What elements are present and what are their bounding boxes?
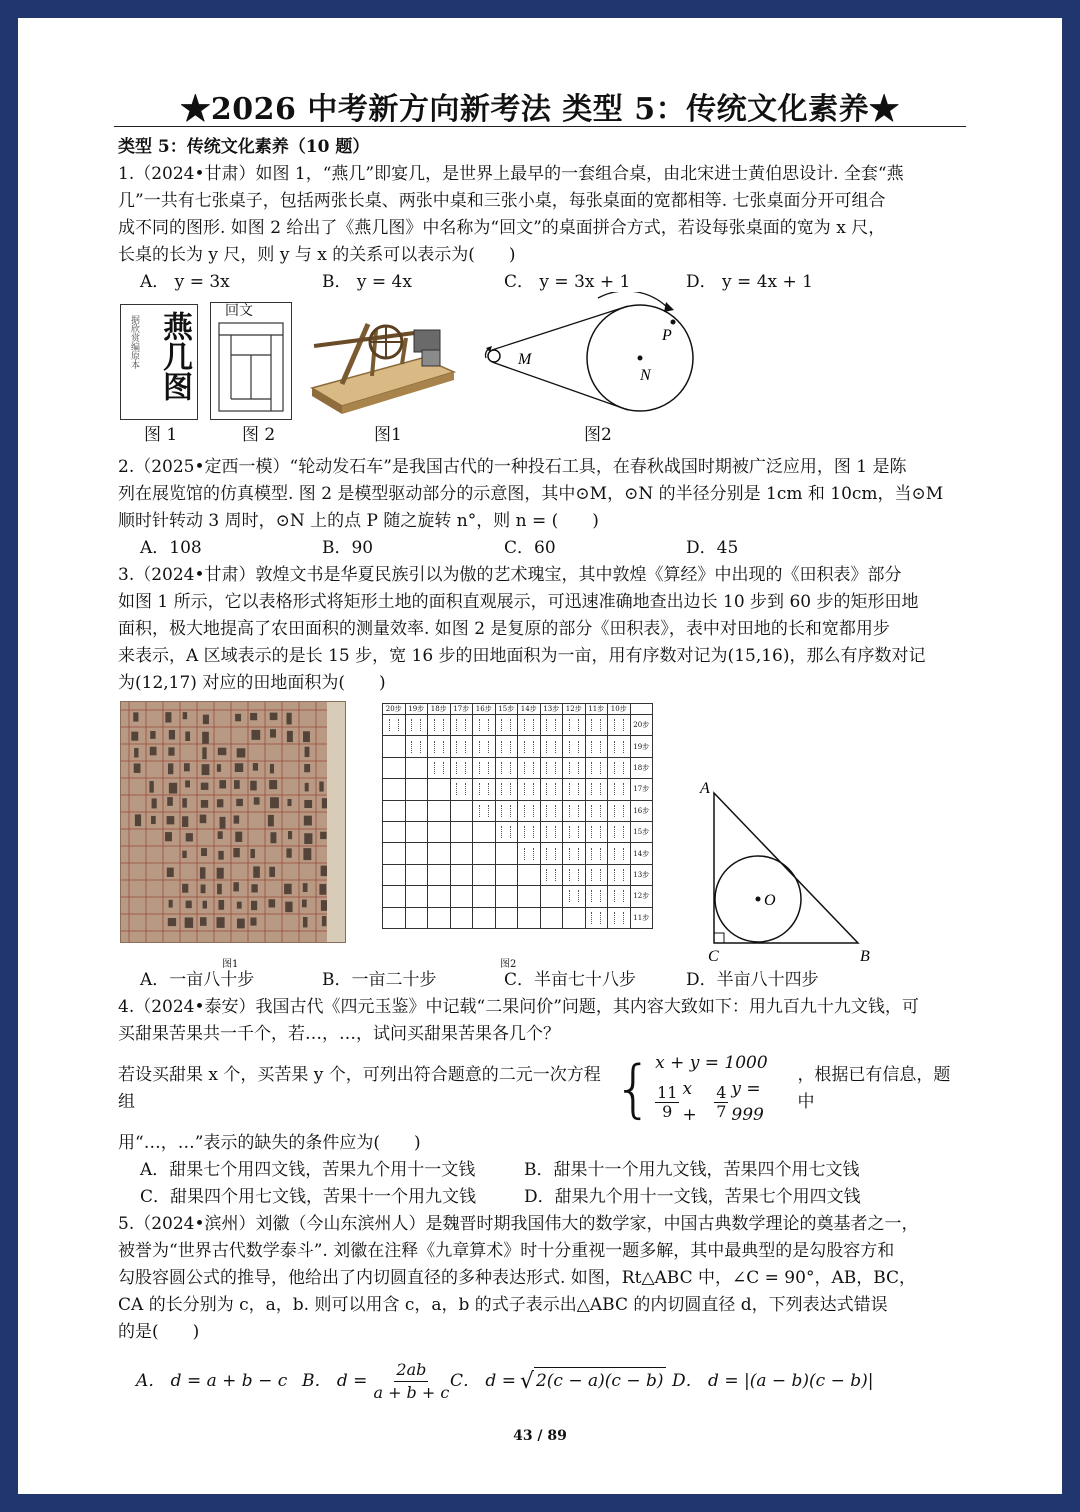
q5-line-1: 5.（2024•滨州）刘徽（今山东滨州人）是魏晋时期我国伟大的数学家，中国古典数学理论的奠基者之一，	[118, 1214, 919, 1234]
table-row	[383, 736, 653, 757]
table-cell	[608, 843, 631, 864]
q4-options	[118, 1157, 966, 1211]
table-row-header: 20步	[630, 715, 653, 736]
table-cell	[383, 736, 406, 757]
table-cell	[518, 843, 541, 864]
table-cell	[608, 821, 631, 842]
content	[118, 134, 966, 1412]
table-cell	[495, 843, 518, 864]
q5-options	[118, 1350, 966, 1412]
table-cell	[473, 800, 496, 821]
table-cell	[608, 886, 631, 907]
q3-option-a[interactable]: A．一亩八十步	[140, 970, 255, 990]
label-O: O	[764, 892, 776, 909]
table-cell	[473, 864, 496, 885]
table-cell	[405, 886, 428, 907]
table-cell	[585, 800, 608, 821]
table-cell	[473, 736, 496, 757]
table-cell	[540, 736, 563, 757]
table-row-header: 17步	[630, 779, 653, 800]
table-row-header: 15步	[630, 821, 653, 842]
table-cell	[585, 779, 608, 800]
table-cell	[608, 736, 631, 757]
table-cell	[450, 757, 473, 778]
table-cell	[405, 757, 428, 778]
q3-fig1-caption: 图1	[222, 959, 239, 970]
table-col-header: 12步	[563, 704, 586, 715]
q5-line-3: 勾股容圆公式的推导，他给出了内切圆直径的多种表达形式. 如图，Rt△ABC 中，∠C = 90°，AB，BC，	[118, 1268, 917, 1288]
table-cell	[608, 800, 631, 821]
q2-option-b[interactable]: B．90	[322, 538, 374, 558]
q1-line-4: 长桌的长为 y 尺，则 y 与 x 的关系可以表示为( )	[118, 245, 516, 265]
q4-line-3a: 若设买甜果 x 个，买苦果 y 个，可列出符合题意的二元一次方程组	[118, 1065, 601, 1112]
table-row-header: 12步	[630, 886, 653, 907]
table-cell	[405, 821, 428, 842]
table-cell	[405, 715, 428, 736]
table-cell	[518, 864, 541, 885]
pulley-diagram	[478, 292, 698, 424]
table-cell	[585, 736, 608, 757]
q3-option-d[interactable]: D．半亩八十四步	[686, 970, 819, 990]
table-cell	[563, 736, 586, 757]
table-cell	[428, 843, 451, 864]
table-cell	[450, 843, 473, 864]
huiwen-diagram	[211, 303, 291, 419]
table-cell	[473, 757, 496, 778]
table-row	[383, 886, 653, 907]
table-cell	[540, 843, 563, 864]
table-cell	[563, 843, 586, 864]
table-cell	[405, 864, 428, 885]
table-cell	[450, 886, 473, 907]
book-title-text: 燕几图	[157, 311, 192, 401]
triangle-incircle-diagram	[692, 775, 892, 965]
table-cell	[563, 886, 586, 907]
table-cell	[540, 907, 563, 928]
table-cell	[518, 907, 541, 928]
table-cell	[428, 736, 451, 757]
q4-option-d[interactable]: D．甜果九个用十一文钱，苦果七个用四文钱	[524, 1187, 861, 1207]
table-cell	[540, 779, 563, 800]
huiwen-figure	[210, 302, 292, 420]
table-cell	[428, 715, 451, 736]
table-cell	[383, 800, 406, 821]
page-number: 43 / 89	[513, 1428, 567, 1444]
q2-line-2: 列在展览馆的仿真模型. 图 2 是模型驱动部分的示意图，其中⊙M，⊙N 的半径分别是 1cm 和 10cm，当⊙M	[118, 484, 944, 504]
label-N: N	[640, 367, 651, 384]
field-area-table	[382, 703, 653, 929]
label-P: P	[662, 327, 672, 344]
q5-option-b[interactable]	[302, 1359, 450, 1404]
table-cell	[383, 864, 406, 885]
table-col-header: 11步	[585, 704, 608, 715]
q4-option-c[interactable]: C．甜果四个用七文钱，苦果十一个用九文钱	[140, 1187, 477, 1207]
huiwen-label: 回文	[225, 303, 253, 319]
catapult-model-image	[302, 302, 462, 420]
section-title: 类型 5：传统文化素养（10 题）	[118, 137, 370, 157]
table-cell	[383, 907, 406, 928]
table-cell	[428, 821, 451, 842]
equation-1: x + y = 1000	[655, 1053, 768, 1073]
table-cell	[518, 736, 541, 757]
table-col-header: 16步	[473, 704, 496, 715]
table-cell	[473, 843, 496, 864]
q2-option-c[interactable]: C．60	[504, 538, 556, 558]
table-cell	[563, 864, 586, 885]
table-cell	[428, 800, 451, 821]
q2-option-a[interactable]: A．108	[140, 538, 202, 558]
figure-row-1	[118, 296, 966, 454]
q5-option-c-prefix: C． d =	[450, 1370, 516, 1391]
table-col-header: 20步	[383, 704, 406, 715]
table-cell	[540, 821, 563, 842]
eq2-frac1-den: 9	[662, 1101, 673, 1121]
q1-line-1: 1.（2024•甘肃）如图 1，“燕几”即宴几，是世界上最早的一套组合桌，由北宋进士黄伯思设计. 全套“燕	[118, 164, 904, 184]
table-cell	[563, 907, 586, 928]
table-col-header: 13步	[540, 704, 563, 715]
sqrt-symbol: √	[519, 1368, 534, 1394]
table-cell	[383, 715, 406, 736]
table-cell	[540, 757, 563, 778]
q1-option-b[interactable]: B． y = 4x	[322, 272, 412, 292]
q4-option-b[interactable]: B．甜果十一个用九文钱，苦果四个用七文钱	[524, 1160, 860, 1180]
q1-option-d[interactable]: D． y = 4x + 1	[686, 272, 813, 292]
q4-line-4: 用“…，…”表示的缺失的条件应为( )	[118, 1133, 421, 1153]
q2-option-d[interactable]: D．45	[686, 538, 739, 558]
q3-option-b[interactable]: B．一亩二十步	[322, 970, 437, 990]
label-A: A	[700, 780, 710, 797]
table-cell	[383, 821, 406, 842]
table-cell	[428, 907, 451, 928]
page-title: ★2026 中考新方向新考法 类型 5：传统文化素养★	[180, 92, 900, 127]
eq2-mid: x +	[682, 1079, 697, 1125]
table-cell	[495, 886, 518, 907]
table-cell	[428, 886, 451, 907]
q3-fig2-caption: 图2	[500, 959, 517, 970]
table-row	[383, 715, 653, 736]
table-cell	[450, 800, 473, 821]
table-cell	[540, 864, 563, 885]
q3-line-4: 来表示，A 区域表示的是长 15 步，宽 16 步的田地面积为一亩，用有序数对记为(15,16)，那么有序数对记	[118, 646, 926, 666]
table-cell	[495, 715, 518, 736]
table-cell	[608, 864, 631, 885]
q4-equation-line	[118, 1048, 966, 1130]
q3-option-c[interactable]: C．半亩七十八步	[504, 970, 637, 990]
table-col-header: 14步	[518, 704, 541, 715]
table-cell	[450, 907, 473, 928]
table-cell	[495, 779, 518, 800]
table-cell	[428, 757, 451, 778]
table-cell	[518, 821, 541, 842]
q1-fig2-caption: 图 2	[242, 425, 276, 445]
equation-brace: {	[613, 1052, 654, 1125]
table-cell	[383, 843, 406, 864]
table-col-header: 10步	[608, 704, 631, 715]
table-cell	[585, 843, 608, 864]
q5-option-d[interactable]: D． d = |(a − b)(c − b)|	[672, 1370, 874, 1391]
q2-line-1: 2.（2025•定西一模）“轮动发石车”是我国古代的一种投石工具，在春秋战国时期被广泛应用，图 1 是陈	[118, 457, 907, 477]
table-cell	[495, 800, 518, 821]
table-row-header: 19步	[630, 736, 653, 757]
q3-line-1: 3.（2024•甘肃）敦煌文书是华夏民族引以为傲的艺术瑰宝，其中敦煌《算经》中出现的《田积表》部分	[118, 565, 902, 585]
table-col-header: 18步	[428, 704, 451, 715]
table-cell	[405, 800, 428, 821]
table-cell	[383, 886, 406, 907]
table-cell	[473, 907, 496, 928]
table-cell	[585, 864, 608, 885]
table-cell	[608, 757, 631, 778]
q5-option-c[interactable]	[450, 1367, 672, 1395]
equation-system	[614, 1050, 798, 1128]
table-cell	[383, 779, 406, 800]
table-row-header: 16步	[630, 800, 653, 821]
table-col-header: 17步	[450, 704, 473, 715]
table-col-header: 19步	[405, 704, 428, 715]
title-rule	[114, 126, 966, 127]
table-cell	[473, 779, 496, 800]
table-cell	[518, 800, 541, 821]
table-cell	[540, 715, 563, 736]
q5-option-a[interactable]: A． d = a + b − c	[136, 1370, 288, 1391]
manuscript-texture	[121, 702, 345, 942]
q1-option-a[interactable]: A． y = 3x	[140, 272, 230, 292]
table-cell	[450, 715, 473, 736]
table-cell	[608, 907, 631, 928]
eq2-end: y = 999	[731, 1079, 764, 1125]
table-cell	[405, 779, 428, 800]
table-col-header: 15步	[495, 704, 518, 715]
table-row-header: 11步	[630, 907, 653, 928]
label-C: C	[708, 948, 719, 965]
book-side-text: 据欣赏编原本	[129, 315, 139, 369]
table-cell	[518, 886, 541, 907]
table-cell	[608, 715, 631, 736]
q2-line-3: 顺时针转动 3 周时，⊙N 上的点 P 随之旋转 n°，则 n = ( )	[118, 511, 599, 531]
table-cell	[563, 821, 586, 842]
q3-line-2: 如图 1 所示，它以表格形式将矩形土地的面积直观展示，可迅速准确地查出边长 10 步到 60 步的矩形田地	[118, 592, 919, 612]
table-cell	[563, 715, 586, 736]
table-row	[383, 800, 653, 821]
table-cell	[608, 779, 631, 800]
table-cell	[518, 779, 541, 800]
table-cell	[585, 821, 608, 842]
table-cell	[405, 843, 428, 864]
q5-option-b-prefix: B． d =	[302, 1370, 368, 1391]
table-cell	[473, 715, 496, 736]
table-row	[383, 864, 653, 885]
table-cell	[495, 736, 518, 757]
table-cell	[495, 907, 518, 928]
table-cell	[473, 886, 496, 907]
table-cell	[405, 736, 428, 757]
table-cell	[540, 800, 563, 821]
equation-2	[655, 1076, 797, 1128]
table-cell	[585, 715, 608, 736]
table-cell	[540, 886, 563, 907]
label-M: M	[518, 351, 532, 368]
table-row-header: 14步	[630, 843, 653, 864]
table-cell	[495, 821, 518, 842]
table-cell	[450, 736, 473, 757]
table-row	[383, 821, 653, 842]
q2-fig2-caption: 图2	[584, 425, 612, 445]
q5-option-b-den: a + b + c	[373, 1382, 450, 1402]
table-cell	[495, 864, 518, 885]
q4-line-3b: ，根据已有信息，题中	[797, 1065, 951, 1112]
figure-row-2	[118, 697, 966, 973]
table-cell	[563, 757, 586, 778]
q5-line-2: 被誉为“世界古代数学泰斗”. 刘徽在注释《九章算术》时十分重视一题多解，其中最典型的是勾股容方和	[118, 1241, 895, 1261]
table-cell	[450, 821, 473, 842]
table-cell	[473, 821, 496, 842]
table-row	[383, 843, 653, 864]
document-page	[18, 18, 1062, 1494]
q5-line-4: CA 的长分别为 c，a，b. 则可以用含 c，a，b 的式子表示出△ABC 的内切圆直径 d，下列表达式错误	[118, 1295, 888, 1315]
table-cell	[518, 757, 541, 778]
table-cell	[585, 907, 608, 928]
label-B: B	[860, 948, 870, 965]
q3-line-3: 面积，极大地提高了农田面积的测量效率. 如图 2 是复原的部分《田积表》，表中对田地的长和宽都用步	[118, 619, 890, 639]
table-cell	[585, 757, 608, 778]
q1-fig1-caption: 图 1	[144, 425, 178, 445]
q4-line-2: 买甜果苦果共一千个，若…，…，试问买甜果苦果各几个？	[118, 1024, 560, 1044]
table-cell	[518, 715, 541, 736]
table-row-header: 13步	[630, 864, 653, 885]
table-cell	[563, 779, 586, 800]
table-cell	[495, 757, 518, 778]
q3-line-5: 为(12,17) 对应的田地面积为( )	[118, 673, 386, 693]
yanji-book-figure	[120, 304, 198, 420]
eq2-frac2-den: 7	[716, 1101, 727, 1121]
table-row	[383, 907, 653, 928]
table-row-header: 18步	[630, 757, 653, 778]
q5-line-5: 的是( )	[118, 1322, 200, 1342]
table-cell	[428, 864, 451, 885]
table-cell	[585, 886, 608, 907]
table-cell	[450, 864, 473, 885]
q1-option-c[interactable]: C． y = 3x + 1	[504, 272, 631, 292]
q2-fig1-caption: 图1	[374, 425, 402, 445]
table-cell	[383, 757, 406, 778]
q2-options	[118, 535, 966, 562]
table-row	[383, 757, 653, 778]
dunhuang-manuscript-image	[120, 701, 346, 943]
eq2-frac1-num: 11	[657, 1082, 678, 1102]
table-cell	[450, 779, 473, 800]
table-cell	[405, 907, 428, 928]
table-cell	[563, 800, 586, 821]
q4-line-1: 4.（2024•泰安）我国古代《四元玉鉴》中记载“二果问价”问题，其内容大致如下：用九百九十九文钱，可	[118, 997, 919, 1017]
q5-option-c-radicand: 2(c − a)(c − b)	[534, 1367, 666, 1395]
table-cell	[428, 779, 451, 800]
q1-line-2: 几”一共有七张桌子，包括两张长桌、两张中桌和三张小桌，每张桌面的宽都相等. 七张桌面分开可组合	[118, 191, 886, 211]
q1-line-3: 成不同的图形. 如图 2 给出了《燕几图》中名称为“回文”的桌面拼合方式，若设每张桌面的宽为 x 尺，	[118, 218, 886, 238]
table-row	[383, 779, 653, 800]
q5-option-b-num: 2ab	[394, 1359, 428, 1382]
eq2-frac2-num: 4	[716, 1082, 727, 1102]
q4-option-a[interactable]: A．甜果七个用四文钱，苦果九个用十一文钱	[140, 1160, 476, 1180]
